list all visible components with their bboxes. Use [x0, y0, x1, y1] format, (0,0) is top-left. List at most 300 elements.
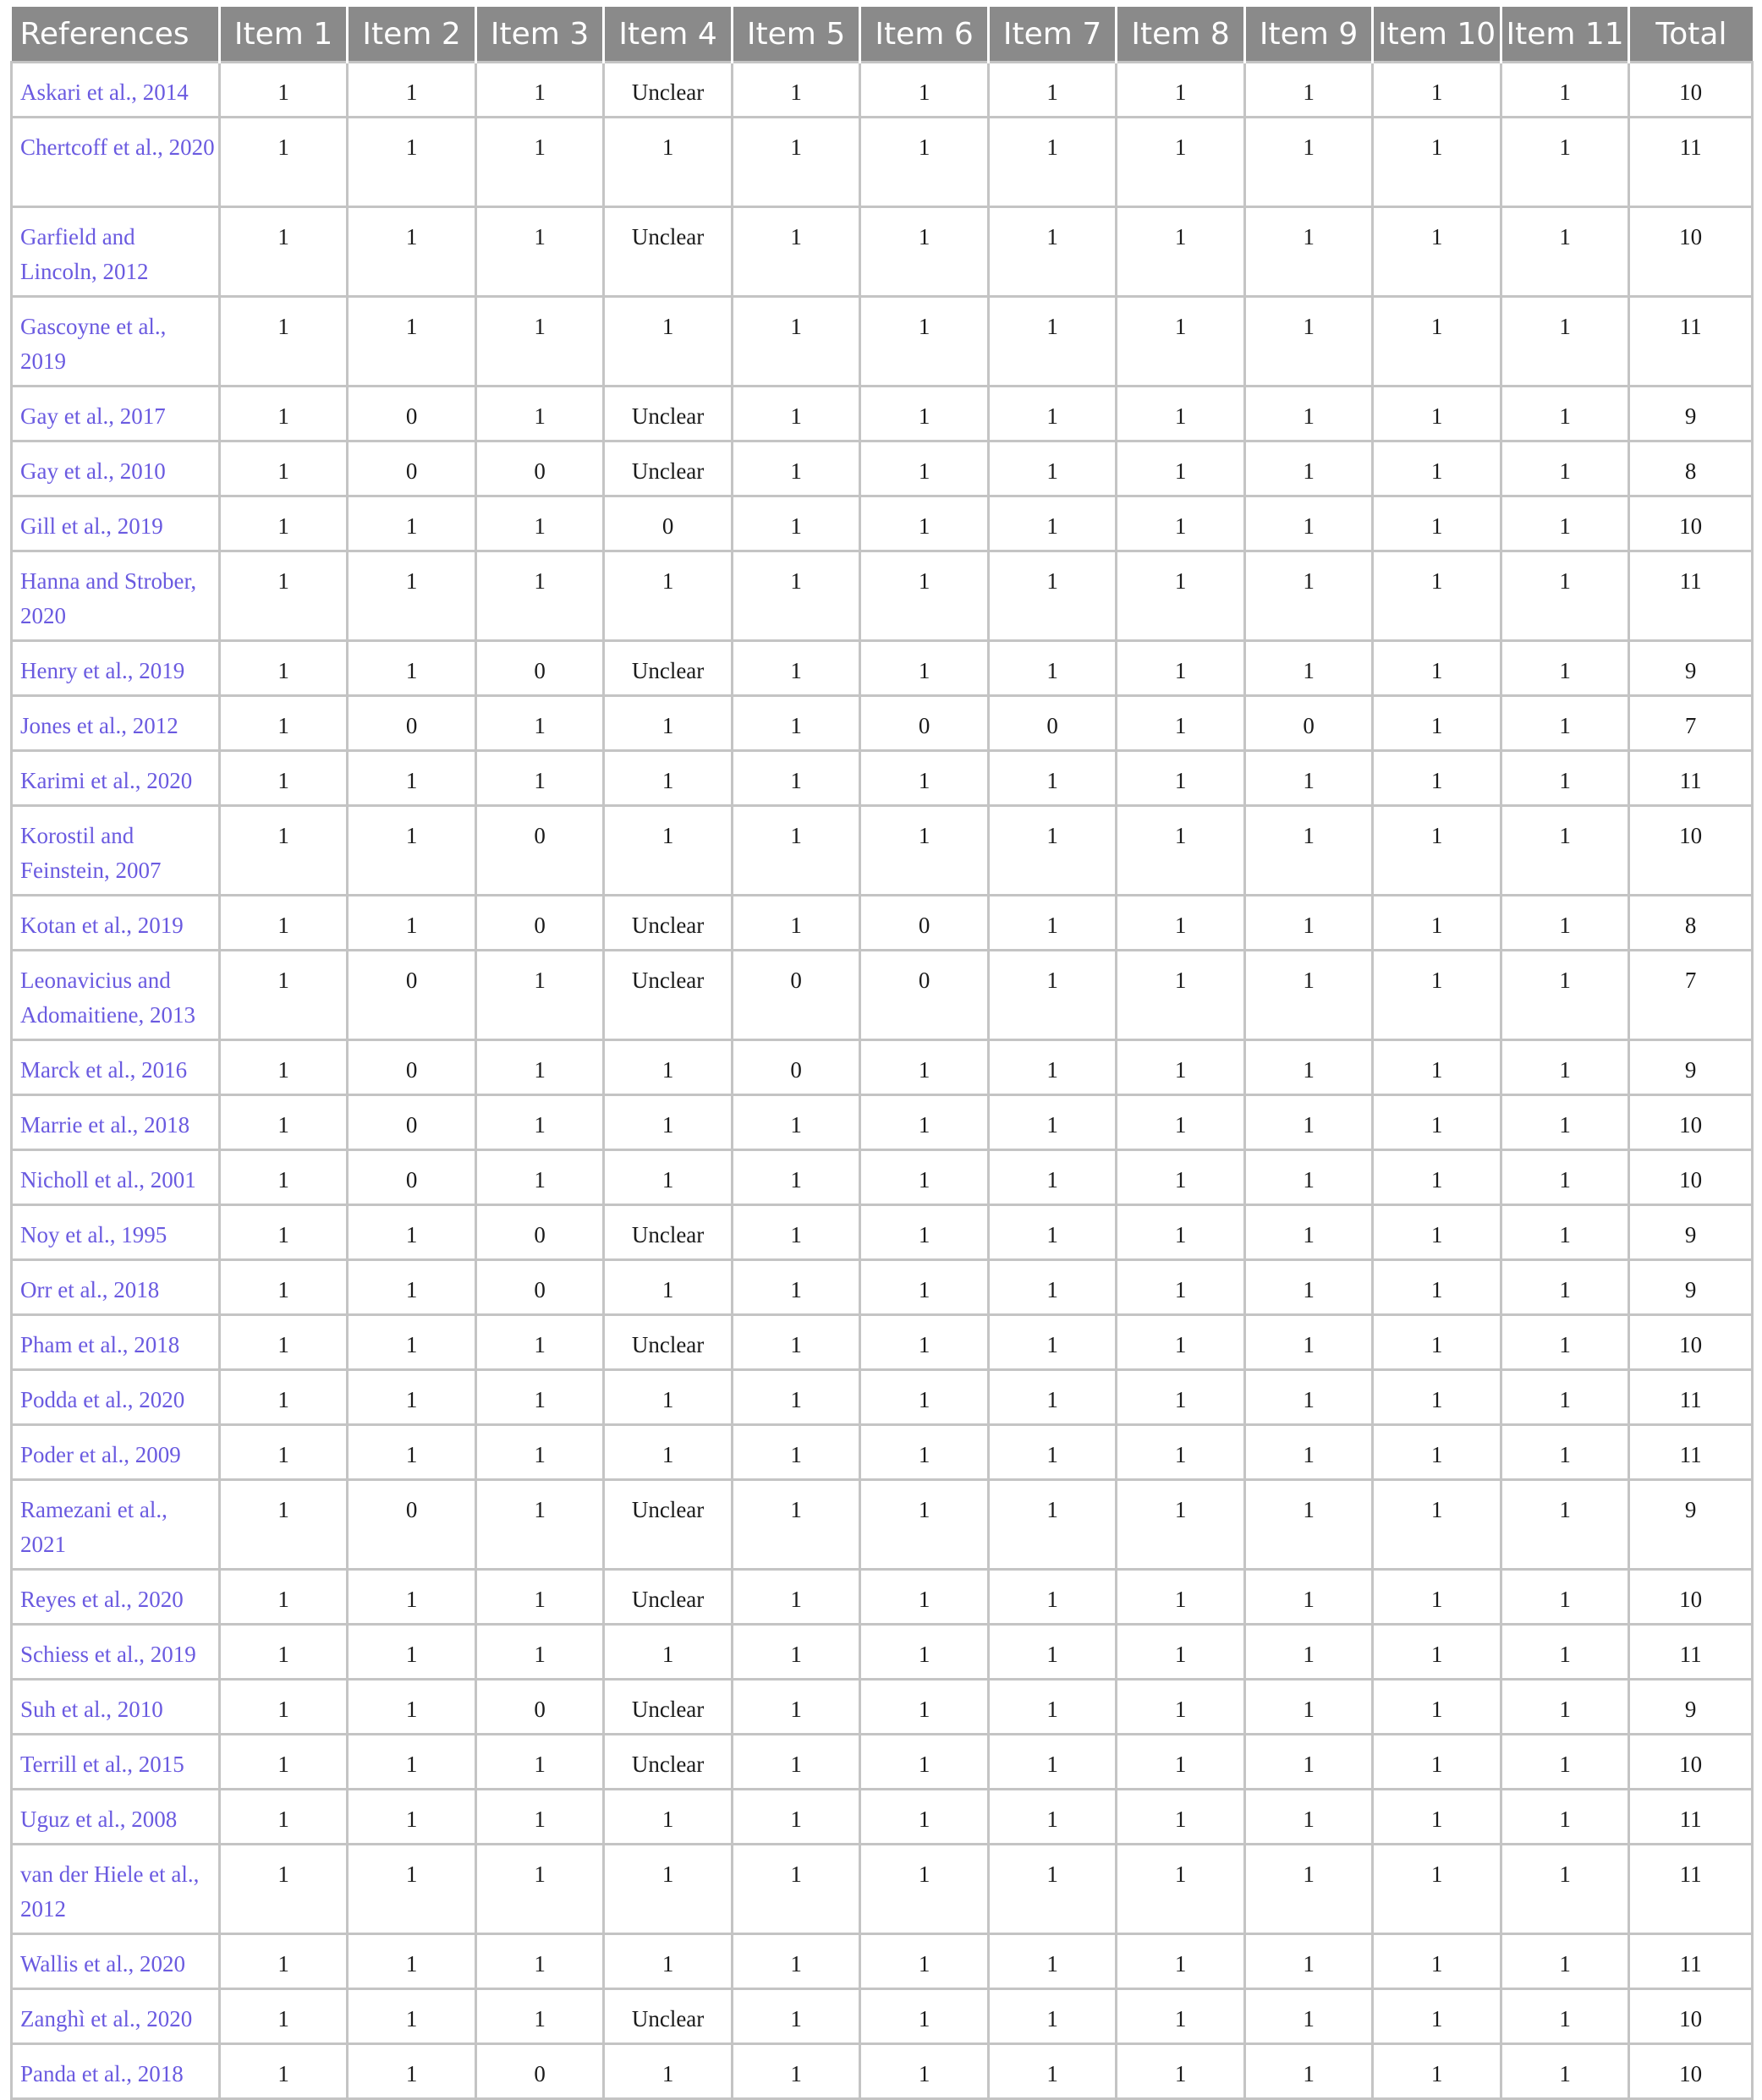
item-score-cell: 1	[219, 387, 348, 441]
item-score-cell: 1	[348, 496, 476, 551]
item-score-cell: 1	[1373, 751, 1501, 806]
table-row	[12, 118, 1753, 207]
table-row	[12, 641, 1753, 696]
item-score-cell: 1	[1244, 806, 1373, 896]
item-score-cell: 1	[1373, 1790, 1501, 1845]
item-score-cell: 0	[348, 1040, 476, 1095]
item-score-cell: 1	[348, 551, 476, 641]
reference-link[interactable]: Reyes et al., 2020	[12, 1570, 220, 1625]
item-score-cell: 1	[348, 1735, 476, 1790]
reference-link[interactable]: Henry et al., 2019	[12, 641, 220, 696]
item-score-cell: 1	[988, 1934, 1117, 1989]
reference-link[interactable]: Kotan et al., 2019	[12, 896, 220, 951]
item-score-cell: 1	[860, 63, 989, 118]
reference-link[interactable]: Podda et al., 2020	[12, 1370, 220, 1425]
column-header-item-1: Item 1	[219, 7, 348, 63]
table-row	[12, 1989, 1753, 2044]
item-score-cell: 1	[219, 118, 348, 207]
reference-link[interactable]: Suh et al., 2010	[12, 1680, 220, 1735]
item-score-cell: 1	[988, 1260, 1117, 1315]
item-score-cell: 1	[1501, 896, 1629, 951]
item-score-cell: 1	[604, 1370, 733, 1425]
reference-link[interactable]: Schiess et al., 2019	[12, 1625, 220, 1680]
item-score-cell: 1	[1117, 1205, 1245, 1260]
item-score-cell: 1	[860, 1989, 989, 2044]
item-score-cell: 1	[475, 1989, 604, 2044]
total-cell: 11	[1629, 118, 1753, 207]
item-score-cell: Unclear	[604, 207, 733, 297]
item-score-cell: 1	[1244, 63, 1373, 118]
item-score-cell: 1	[988, 441, 1117, 496]
item-score-cell: 1	[475, 1625, 604, 1680]
item-score-cell: 1	[348, 1570, 476, 1625]
item-score-cell: 1	[732, 1570, 860, 1625]
item-score-cell: 0	[475, 441, 604, 496]
total-cell: 11	[1629, 1425, 1753, 1480]
item-score-cell: 1	[348, 1790, 476, 1845]
reference-link[interactable]: Panda et al., 2018	[12, 2044, 220, 2099]
item-score-cell: 0	[1244, 696, 1373, 751]
item-score-cell: 1	[1501, 1040, 1629, 1095]
item-score-cell: Unclear	[604, 1735, 733, 1790]
reference-link[interactable]: Poder et al., 2009	[12, 1425, 220, 1480]
table-row	[12, 951, 1753, 1040]
item-score-cell: 1	[475, 951, 604, 1040]
item-score-cell: 1	[1117, 1989, 1245, 2044]
item-score-cell: 1	[1244, 1315, 1373, 1370]
item-score-cell: 1	[475, 696, 604, 751]
reference-link[interactable]: Wallis et al., 2020	[12, 1934, 220, 1989]
total-cell: 10	[1629, 1150, 1753, 1205]
item-score-cell: 0	[475, 806, 604, 896]
item-score-cell: 1	[475, 1735, 604, 1790]
item-score-cell: 1	[475, 1150, 604, 1205]
item-score-cell: 1	[348, 751, 476, 806]
item-score-cell: 1	[1501, 1370, 1629, 1425]
item-score-cell: 1	[1117, 441, 1245, 496]
item-score-cell: 1	[1117, 1040, 1245, 1095]
item-score-cell: 1	[1117, 1680, 1245, 1735]
total-cell: 10	[1629, 207, 1753, 297]
table-row	[12, 551, 1753, 641]
item-score-cell: 1	[988, 1315, 1117, 1370]
reference-link[interactable]: Uguz et al., 2008	[12, 1790, 220, 1845]
item-score-cell: 1	[348, 1370, 476, 1425]
item-score-cell: 1	[475, 387, 604, 441]
item-score-cell: 1	[988, 1205, 1117, 1260]
item-score-cell: 1	[219, 1425, 348, 1480]
item-score-cell: 1	[860, 1370, 989, 1425]
table-row	[12, 63, 1753, 118]
reference-link[interactable]: Marck et al., 2016	[12, 1040, 220, 1095]
item-score-cell: 1	[1373, 1260, 1501, 1315]
item-score-cell: 1	[732, 1370, 860, 1425]
table-row	[12, 297, 1753, 387]
item-score-cell: 1	[732, 1260, 860, 1315]
item-score-cell: 1	[988, 2044, 1117, 2099]
item-score-cell: 1	[1117, 1370, 1245, 1425]
header-row	[12, 7, 1753, 63]
item-score-cell: 1	[988, 1989, 1117, 2044]
item-score-cell: 1	[1501, 1845, 1629, 1934]
reference-link[interactable]: Orr et al., 2018	[12, 1260, 220, 1315]
item-score-cell: 1	[219, 696, 348, 751]
item-score-cell: 1	[1117, 696, 1245, 751]
item-score-cell: 1	[475, 118, 604, 207]
item-score-cell: 1	[1117, 951, 1245, 1040]
total-cell: 10	[1629, 496, 1753, 551]
item-score-cell: 1	[1244, 1625, 1373, 1680]
item-score-cell: 1	[219, 551, 348, 641]
item-score-cell: 1	[988, 751, 1117, 806]
item-score-cell: 1	[1117, 1735, 1245, 1790]
item-score-cell: 1	[219, 441, 348, 496]
item-score-cell: 1	[732, 1150, 860, 1205]
table-row	[12, 1150, 1753, 1205]
item-score-cell: 1	[732, 1790, 860, 1845]
total-cell: 11	[1629, 1845, 1753, 1934]
item-score-cell: 1	[1373, 1625, 1501, 1680]
reference-link[interactable]: Gay et al., 2010	[12, 441, 220, 496]
item-score-cell: 1	[1117, 1095, 1245, 1150]
reference-link[interactable]: Leonavicius and Adomaitiene, 2013	[12, 951, 220, 1040]
table-row	[12, 1480, 1753, 1570]
item-score-cell: 1	[860, 207, 989, 297]
item-score-cell: 1	[604, 1625, 733, 1680]
item-score-cell: 1	[988, 1370, 1117, 1425]
item-score-cell: 1	[988, 551, 1117, 641]
item-score-cell: 1	[1501, 551, 1629, 641]
item-score-cell: 1	[1373, 951, 1501, 1040]
item-score-cell: 1	[348, 1260, 476, 1315]
total-cell: 10	[1629, 1570, 1753, 1625]
item-score-cell: 1	[1373, 1845, 1501, 1934]
item-score-cell: 1	[860, 1570, 989, 1625]
item-score-cell: Unclear	[604, 951, 733, 1040]
item-score-cell: 1	[219, 1315, 348, 1370]
reference-link[interactable]: Ramezani et al., 2021	[12, 1480, 220, 1570]
total-cell: 10	[1629, 1315, 1753, 1370]
item-score-cell: 1	[732, 63, 860, 118]
item-score-cell: 1	[475, 751, 604, 806]
item-score-cell: 1	[732, 1934, 860, 1989]
item-score-cell: 1	[1244, 441, 1373, 496]
reference-link[interactable]: Korostil and Feinstein, 2007	[12, 806, 220, 896]
item-score-cell: 1	[732, 806, 860, 896]
item-score-cell: 1	[860, 441, 989, 496]
item-score-cell: 0	[348, 1095, 476, 1150]
item-score-cell: 1	[732, 1625, 860, 1680]
item-score-cell: 1	[1117, 496, 1245, 551]
table-row	[12, 1680, 1753, 1735]
item-score-cell: 1	[1501, 2044, 1629, 2099]
item-score-cell: 1	[219, 1095, 348, 1150]
item-score-cell: 0	[860, 896, 989, 951]
item-score-cell: 1	[1244, 1735, 1373, 1790]
item-score-cell: 1	[732, 1680, 860, 1735]
column-header-item-10: Item 10	[1373, 7, 1501, 63]
total-cell: 10	[1629, 63, 1753, 118]
total-cell: 11	[1629, 297, 1753, 387]
total-cell: 10	[1629, 2044, 1753, 2099]
item-score-cell: 1	[988, 1425, 1117, 1480]
reference-link[interactable]: Gay et al., 2017	[12, 387, 220, 441]
item-score-cell: 1	[1501, 496, 1629, 551]
table-row	[12, 696, 1753, 751]
item-score-cell: 1	[860, 1205, 989, 1260]
total-cell: 9	[1629, 387, 1753, 441]
item-score-cell: 1	[1501, 1095, 1629, 1150]
reference-link[interactable]: Gascoyne et al., 2019	[12, 297, 220, 387]
item-score-cell: 1	[1244, 1425, 1373, 1480]
item-score-cell: Unclear	[604, 1205, 733, 1260]
column-header-item-7: Item 7	[988, 7, 1117, 63]
item-score-cell: 0	[988, 696, 1117, 751]
item-score-cell: 1	[219, 751, 348, 806]
item-score-cell: 1	[219, 806, 348, 896]
quality-assessment-table	[10, 7, 1754, 2100]
item-score-cell: Unclear	[604, 387, 733, 441]
total-cell: 11	[1629, 1370, 1753, 1425]
item-score-cell: 0	[348, 696, 476, 751]
item-score-cell: 0	[604, 496, 733, 551]
reference-link[interactable]: Hanna and Strober, 2020	[12, 551, 220, 641]
item-score-cell: 1	[1117, 641, 1245, 696]
table-header	[12, 7, 1753, 63]
item-score-cell: 1	[1244, 951, 1373, 1040]
item-score-cell: 1	[1117, 2044, 1245, 2099]
column-header-item-8: Item 8	[1117, 7, 1245, 63]
item-score-cell: Unclear	[604, 1480, 733, 1570]
item-score-cell: 1	[860, 1260, 989, 1315]
item-score-cell: 1	[1501, 1934, 1629, 1989]
item-score-cell: 1	[1244, 1570, 1373, 1625]
column-header-references: References	[12, 7, 220, 63]
item-score-cell: 1	[1501, 951, 1629, 1040]
item-score-cell: 1	[1244, 207, 1373, 297]
item-score-cell: 1	[1244, 297, 1373, 387]
item-score-cell: 1	[1373, 1095, 1501, 1150]
item-score-cell: 1	[1373, 696, 1501, 751]
item-score-cell: 1	[219, 1790, 348, 1845]
item-score-cell: 0	[860, 696, 989, 751]
item-score-cell: 1	[732, 1205, 860, 1260]
item-score-cell: 1	[1373, 641, 1501, 696]
item-score-cell: 1	[860, 496, 989, 551]
item-score-cell: 1	[1117, 751, 1245, 806]
item-score-cell: 1	[1501, 207, 1629, 297]
reference-link[interactable]: Marrie et al., 2018	[12, 1095, 220, 1150]
item-score-cell: 1	[1244, 1150, 1373, 1205]
column-header-item-6: Item 6	[860, 7, 989, 63]
reference-link[interactable]: Chertcoff et al., 2020	[12, 118, 220, 207]
total-cell: 10	[1629, 1735, 1753, 1790]
item-score-cell: 1	[860, 1425, 989, 1480]
item-score-cell: 1	[988, 63, 1117, 118]
item-score-cell: 1	[1501, 1260, 1629, 1315]
table-row	[12, 1260, 1753, 1315]
item-score-cell: 1	[348, 1934, 476, 1989]
item-score-cell: 1	[988, 387, 1117, 441]
item-score-cell: 1	[732, 1095, 860, 1150]
item-score-cell: 1	[1373, 441, 1501, 496]
table-row	[12, 2044, 1753, 2099]
item-score-cell: 0	[475, 1260, 604, 1315]
item-score-cell: 1	[1373, 297, 1501, 387]
item-score-cell: 1	[1501, 1315, 1629, 1370]
total-cell: 9	[1629, 1680, 1753, 1735]
item-score-cell: 1	[1117, 1150, 1245, 1205]
item-score-cell: 1	[1244, 1260, 1373, 1315]
item-score-cell: 1	[732, 297, 860, 387]
item-score-cell: 1	[219, 1625, 348, 1680]
item-score-cell: 1	[732, 496, 860, 551]
reference-link[interactable]: van der Hiele et al., 2012	[12, 1845, 220, 1934]
item-score-cell: 0	[348, 1150, 476, 1205]
item-score-cell: 1	[1501, 1480, 1629, 1570]
reference-link[interactable]: Garfield and Lincoln, 2012	[12, 207, 220, 297]
item-score-cell: 1	[988, 1095, 1117, 1150]
item-score-cell: 1	[860, 1480, 989, 1570]
item-score-cell: 1	[860, 1095, 989, 1150]
total-cell: 7	[1629, 696, 1753, 751]
reference-link[interactable]: Nicholl et al., 2001	[12, 1150, 220, 1205]
item-score-cell: 1	[348, 118, 476, 207]
item-score-cell: 1	[1501, 1205, 1629, 1260]
item-score-cell: 1	[348, 1845, 476, 1934]
item-score-cell: 0	[348, 951, 476, 1040]
item-score-cell: 1	[988, 1570, 1117, 1625]
item-score-cell: 1	[1501, 118, 1629, 207]
item-score-cell: 1	[475, 1934, 604, 1989]
item-score-cell: 1	[348, 806, 476, 896]
table-row	[12, 1570, 1753, 1625]
item-score-cell: 1	[988, 1150, 1117, 1205]
item-score-cell: 0	[348, 387, 476, 441]
item-score-cell: 1	[1244, 641, 1373, 696]
total-cell: 10	[1629, 806, 1753, 896]
reference-link[interactable]: Zanghì et al., 2020	[12, 1989, 220, 2044]
item-score-cell: 1	[732, 1425, 860, 1480]
item-score-cell: 1	[1373, 1680, 1501, 1735]
item-score-cell: 1	[860, 2044, 989, 2099]
item-score-cell: 1	[604, 118, 733, 207]
item-score-cell: 1	[348, 896, 476, 951]
item-score-cell: 1	[1501, 1425, 1629, 1480]
item-score-cell: 1	[219, 896, 348, 951]
reference-link[interactable]: Terrill et al., 2015	[12, 1735, 220, 1790]
column-header-item-9: Item 9	[1244, 7, 1373, 63]
item-score-cell: 0	[475, 1205, 604, 1260]
item-score-cell: 1	[1373, 1934, 1501, 1989]
table-row	[12, 1095, 1753, 1150]
item-score-cell: 1	[1373, 551, 1501, 641]
item-score-cell: 1	[1117, 387, 1245, 441]
item-score-cell: Unclear	[604, 1989, 733, 2044]
item-score-cell: 0	[732, 1040, 860, 1095]
item-score-cell: 1	[1373, 806, 1501, 896]
table-row	[12, 1040, 1753, 1095]
item-score-cell: 1	[1244, 1934, 1373, 1989]
item-score-cell: 1	[1117, 118, 1245, 207]
item-score-cell: 1	[475, 1315, 604, 1370]
item-score-cell: 1	[475, 1845, 604, 1934]
item-score-cell: 1	[732, 551, 860, 641]
item-score-cell: 1	[988, 118, 1117, 207]
item-score-cell: 1	[348, 1680, 476, 1735]
item-score-cell: 1	[860, 118, 989, 207]
reference-link[interactable]: Noy et al., 1995	[12, 1205, 220, 1260]
item-score-cell: 1	[732, 751, 860, 806]
total-cell: 7	[1629, 951, 1753, 1040]
item-score-cell: 1	[732, 696, 860, 751]
item-score-cell: 1	[732, 118, 860, 207]
item-score-cell: 1	[1373, 2044, 1501, 2099]
item-score-cell: Unclear	[604, 641, 733, 696]
table-row	[12, 806, 1753, 896]
item-score-cell: 0	[475, 1680, 604, 1735]
item-score-cell: 1	[1117, 551, 1245, 641]
item-score-cell: 1	[348, 1205, 476, 1260]
item-score-cell: 1	[988, 1625, 1117, 1680]
item-score-cell: 1	[604, 1260, 733, 1315]
reference-link[interactable]: Karimi et al., 2020	[12, 751, 220, 806]
item-score-cell: 1	[1244, 118, 1373, 207]
reference-link[interactable]: Jones et al., 2012	[12, 696, 220, 751]
item-score-cell: Unclear	[604, 1570, 733, 1625]
item-score-cell: 1	[1373, 1480, 1501, 1570]
item-score-cell: 0	[475, 641, 604, 696]
table-row	[12, 1934, 1753, 1989]
quality-assessment-table-container	[10, 7, 1754, 2100]
item-score-cell: 1	[732, 1480, 860, 1570]
item-score-cell: 1	[219, 1934, 348, 1989]
reference-link[interactable]: Gill et al., 2019	[12, 496, 220, 551]
table-row	[12, 387, 1753, 441]
item-score-cell: 1	[1373, 496, 1501, 551]
item-score-cell: 1	[1117, 1934, 1245, 1989]
item-score-cell: 1	[1373, 1315, 1501, 1370]
item-score-cell: 1	[219, 1680, 348, 1735]
total-cell: 10	[1629, 1989, 1753, 2044]
item-score-cell: 1	[348, 1989, 476, 2044]
item-score-cell: 1	[732, 2044, 860, 2099]
item-score-cell: 1	[475, 1370, 604, 1425]
item-score-cell: 1	[988, 641, 1117, 696]
item-score-cell: 1	[860, 387, 989, 441]
item-score-cell: 1	[860, 297, 989, 387]
item-score-cell: 1	[732, 1315, 860, 1370]
item-score-cell: 1	[1117, 1845, 1245, 1934]
reference-link[interactable]: Askari et al., 2014	[12, 63, 220, 118]
item-score-cell: 1	[988, 1680, 1117, 1735]
item-score-cell: 1	[988, 297, 1117, 387]
item-score-cell: 1	[732, 441, 860, 496]
item-score-cell: 1	[1244, 751, 1373, 806]
item-score-cell: 1	[1117, 207, 1245, 297]
total-cell: 9	[1629, 641, 1753, 696]
item-score-cell: 1	[1117, 297, 1245, 387]
item-score-cell: 1	[1244, 2044, 1373, 2099]
item-score-cell: 1	[604, 1845, 733, 1934]
item-score-cell: 1	[1244, 1095, 1373, 1150]
total-cell: 9	[1629, 1480, 1753, 1570]
item-score-cell: 1	[732, 1735, 860, 1790]
total-cell: 11	[1629, 1625, 1753, 1680]
item-score-cell: 1	[219, 63, 348, 118]
reference-link[interactable]: Pham et al., 2018	[12, 1315, 220, 1370]
item-score-cell: 1	[732, 896, 860, 951]
